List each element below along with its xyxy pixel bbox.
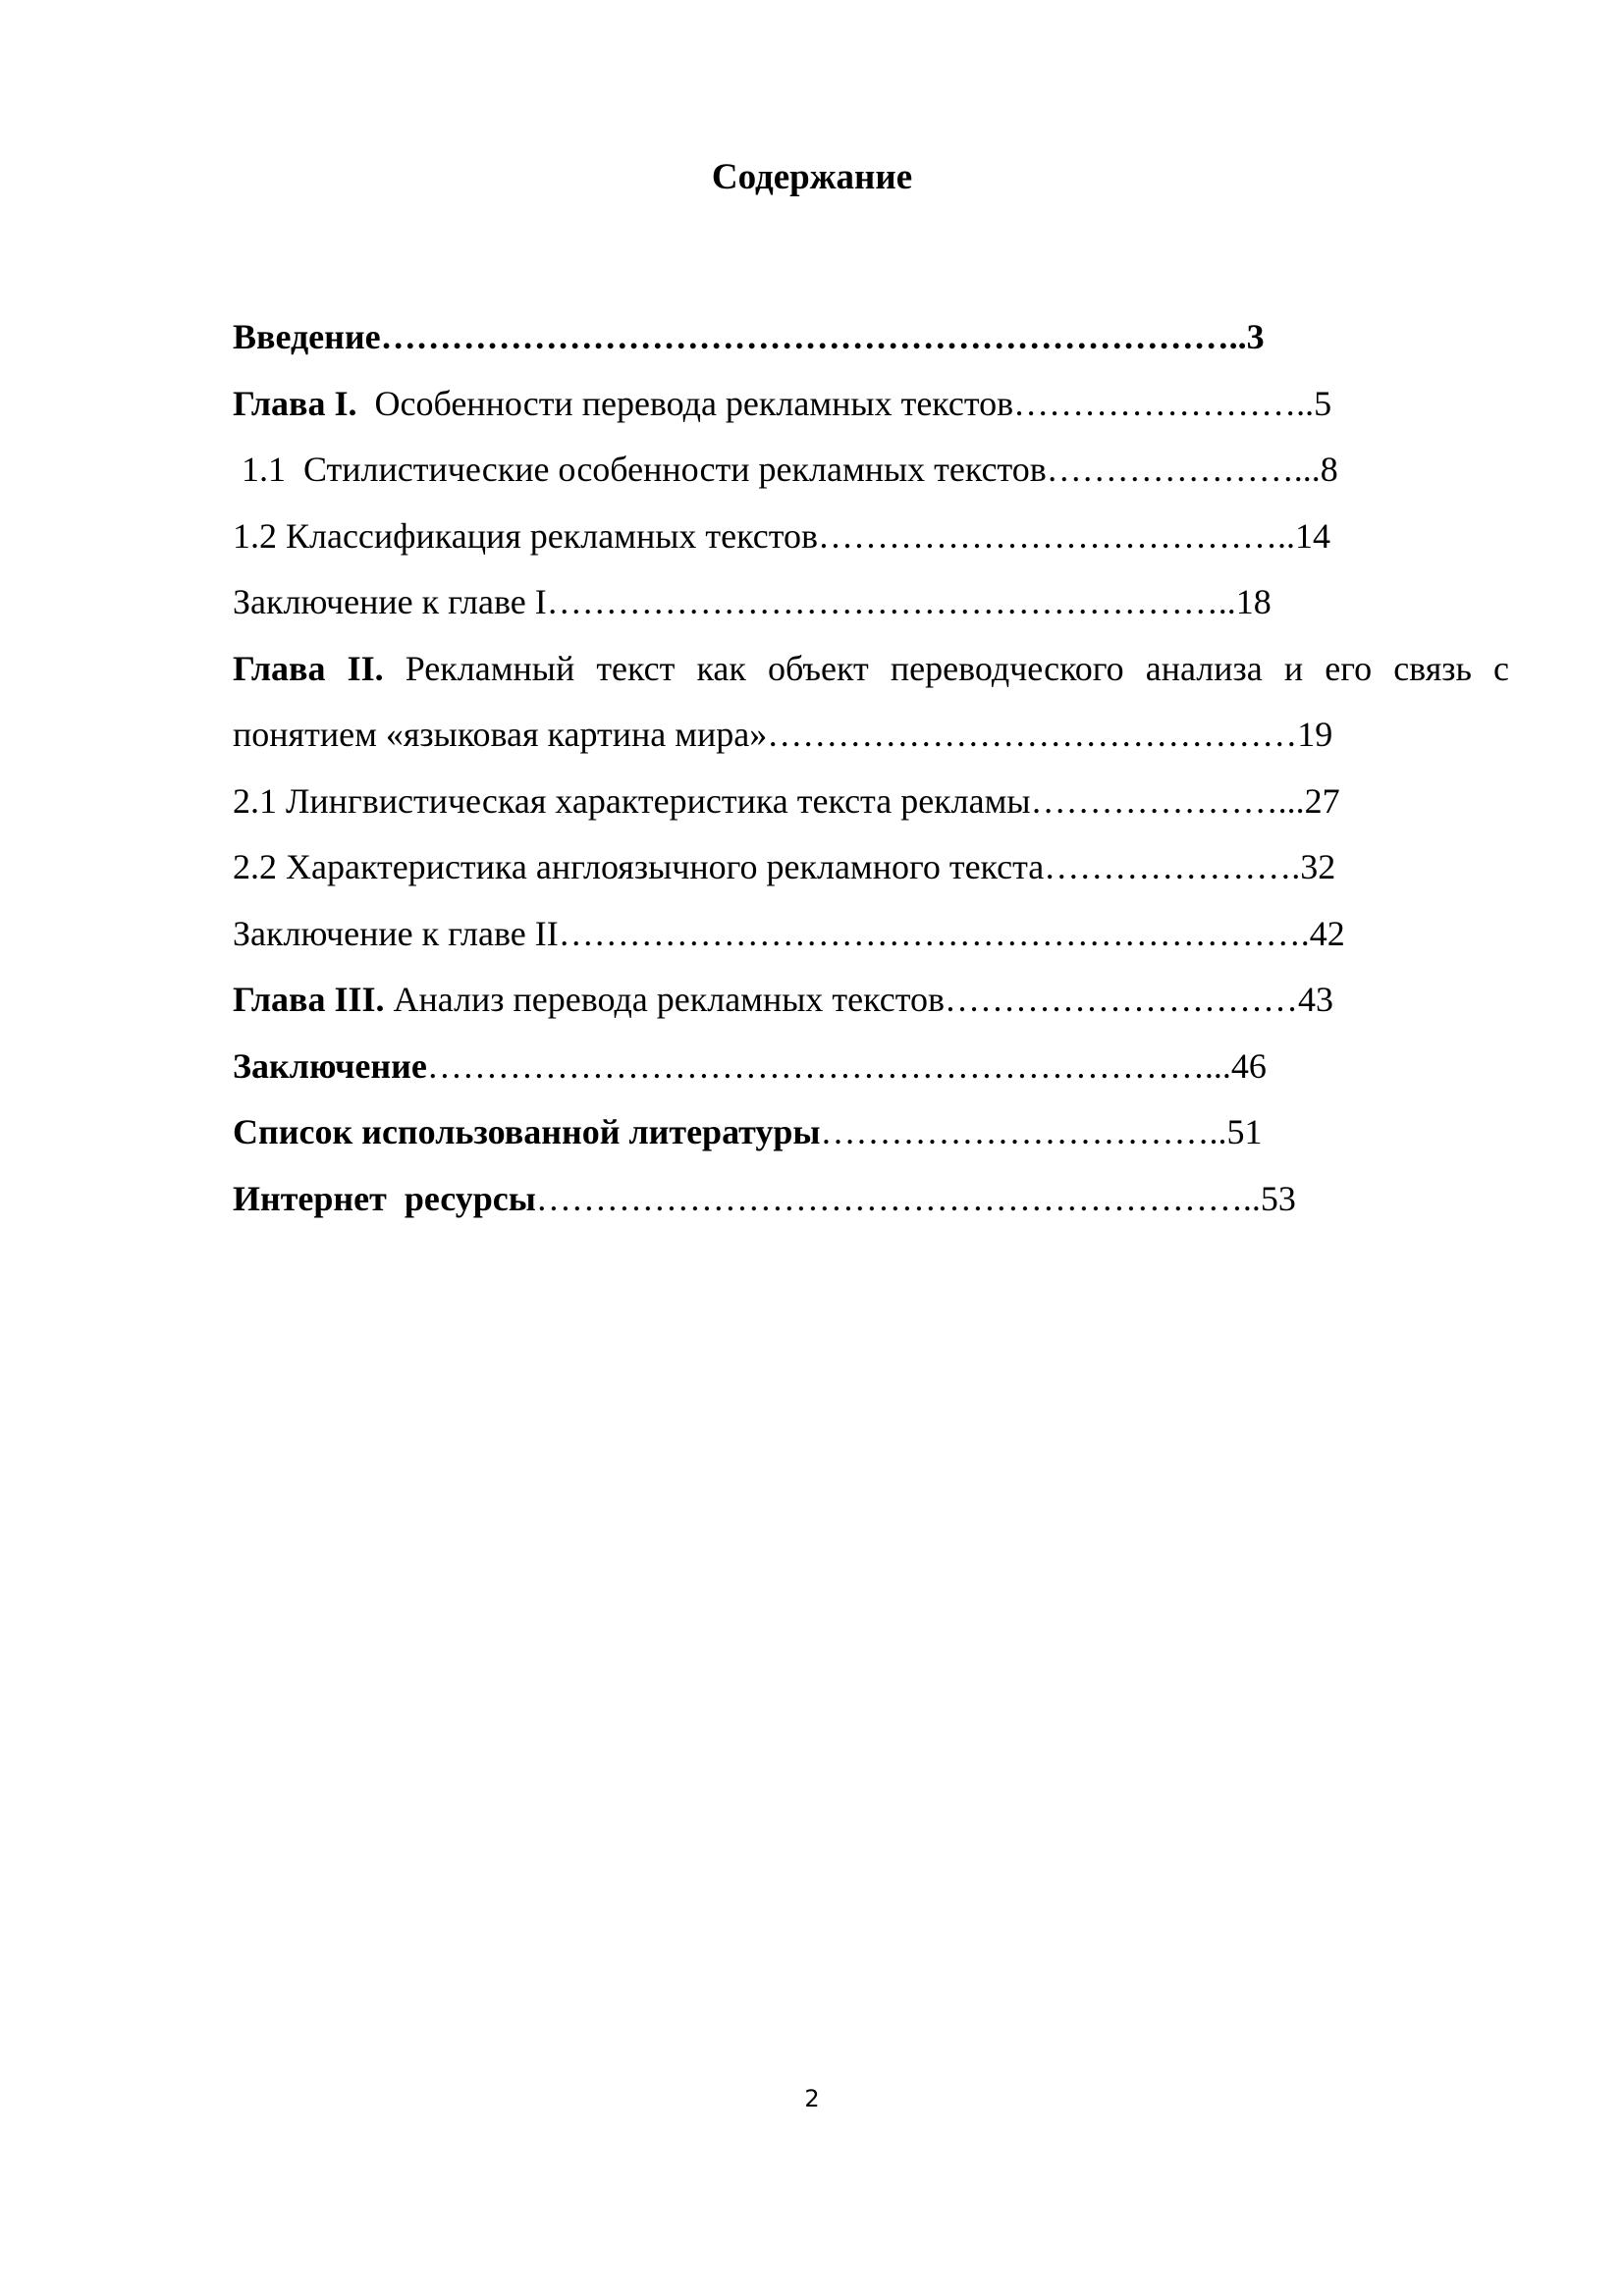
toc-entry-bibliography [233,1107,1509,1174]
toc-entry-label: 1.1 Стилистические особенности рекламных текстов…………………...8 [233,450,1338,489]
toc-entry-label: 2.2 Характеристика англоязычного рекламного текста………………….32 [233,847,1336,886]
toc-entry-label: Рекламный текст как объект переводческого анализа и его связь с [383,648,1509,688]
toc-entry-chapter-1-conclusion [233,577,1509,644]
toc-entry-section-2-1 [233,776,1509,843]
table-of-contents [233,312,1509,1240]
toc-entry-label: …………………………………………………………...46 [426,1045,1267,1086]
toc-entry-introduction [233,312,1509,379]
toc-entry-label: Особенности перевода рекламных текстов……………………..5 [356,383,1332,423]
toc-entry-label: ……………………………………………………..53 [535,1178,1296,1218]
toc-entry-label: Введение………………………………………………………………..3 [233,317,1265,356]
toc-entry-chapter-2-continued [233,710,1509,776]
toc-entry-conclusion [233,1041,1509,1108]
toc-entry-bold-label: Интернет ресурсы [233,1178,536,1218]
toc-entry-section-1-1 [233,445,1509,511]
toc-entry-label: Заключение к главе II……………………………………………………….42 [233,913,1345,953]
toc-entry-section-1-2 [233,511,1509,578]
toc-entry-label: ……………………………..51 [820,1112,1263,1151]
toc-entry-label: понятием «языковая картина мира»………………………………………19 [233,715,1333,754]
toc-entry-chapter-2 [233,644,1509,711]
toc-entry-label: Заключение к главе I…………………………………………………..18 [233,582,1272,621]
toc-entry-internet-resources [233,1174,1509,1241]
toc-entry-label: Анализ перевода рекламных текстов…………………………43 [384,980,1333,1019]
toc-entry-bold-label: Заключение [233,1045,427,1086]
page-title: Содержание [711,157,913,197]
toc-entry-chapter-3 [233,975,1509,1041]
toc-entry-bold-label: Список использованной литературы [233,1112,821,1151]
toc-entry-chapter-1 [233,379,1509,446]
toc-entry-chapter-2-conclusion [233,909,1509,976]
toc-entry-label: 2.1 Лингвистическая характеристика текста рекламы…………………...27 [233,780,1340,821]
toc-entry-label: 1.2 Классификация рекламных текстов…………………………………..14 [233,515,1330,556]
page-number: 2 [804,2085,820,2112]
toc-entry-bold-label: Глава II. [233,648,384,688]
toc-entry-section-2-2 [233,842,1509,909]
toc-entry-bold-label: Глава I. [233,383,357,423]
toc-entry-bold-label: Глава III. [233,980,385,1019]
